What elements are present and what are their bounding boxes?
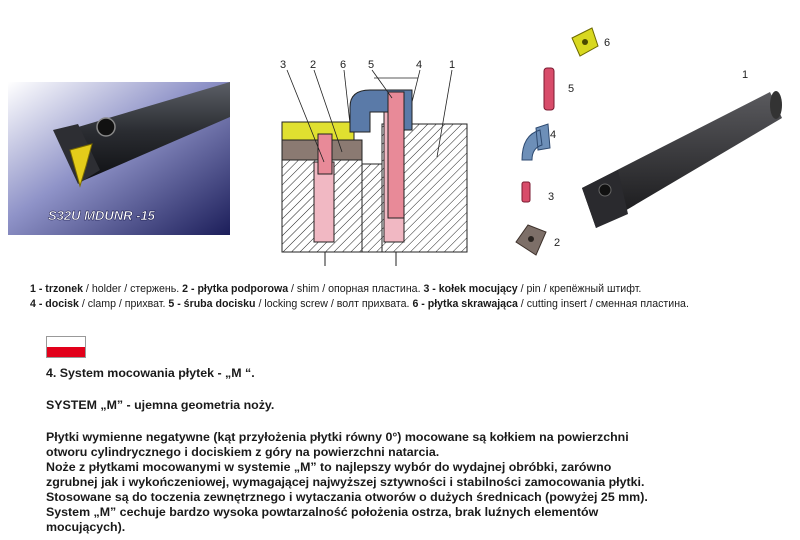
polish-flag-icon [46, 336, 86, 358]
diagram-label-5: 5 [368, 59, 375, 71]
caption-2-term: 2 - płytka podporowa [182, 283, 289, 295]
caption-3-term: 3 - kołek mocujący [423, 283, 518, 295]
caption-4-term: 4 - docisk [30, 298, 79, 310]
diagram-label-1: 1 [449, 59, 456, 71]
section-subheading [46, 398, 274, 414]
photo-model-label: S32U MDUNR -15 [48, 208, 155, 223]
caption-5-desc: / locking screw / волт прихвата. [255, 298, 413, 310]
cross-section-diagram [262, 52, 472, 270]
parts-label-5: 5 [568, 83, 575, 95]
parts-label-6: 6 [604, 37, 611, 49]
caption-1-term: 1 - trzonek [30, 283, 83, 295]
para2-line4: System „M” cechuje bardzo wysoka powtarzalność położenia ostrza, brak luźnych elementów [46, 505, 599, 519]
caption-2-desc: / shim / опорная пластина. [288, 283, 424, 295]
clamp-icon [522, 124, 550, 160]
para2-line5: mocujących). [46, 520, 126, 534]
parts-label-3: 3 [548, 191, 555, 203]
caption-4-desc: / clamp / прихват. [78, 298, 169, 310]
para2-line2: zgrubnej jak i wykończeniowej, wymagającej najwyższej sztywności i stabilności zamocowania płytki. [46, 475, 645, 489]
caption-6-term: 6 - płytka skrawająca [412, 298, 518, 310]
subheading-text: SYSTEM „M” - ujemna geometria noży. [46, 398, 275, 412]
tool-holder-photo [8, 82, 230, 235]
diagram-label-2: 2 [310, 59, 317, 71]
caption-3-desc: / pin / крепёжный штифт. [517, 283, 642, 295]
para1-line1: Płytki wymienne negatywne (kąt przyłożenia płytki równy 0°) mocowane są kołkiem na powierzchni [46, 430, 629, 444]
section-heading: 4. System mocowania płytek - „M “. [46, 366, 255, 380]
diagram-label-6: 6 [340, 59, 347, 71]
caption-line-2 [30, 298, 689, 310]
para2-line3: Stosowane są do toczenia zewnętrznego i wytaczania otworów o dużych średnicach (powyżej 25 mm). [46, 490, 648, 504]
caption-1-desc: / holder / стержень. [82, 283, 183, 295]
para2-line1: Noże z płytkami mocowanymi w systemie „M” to najlepszy wybór do wydajnej obróbki, zarówno [46, 460, 612, 474]
locking-screw-icon [544, 68, 554, 110]
para1-line2: otworu cylindrycznego i dociskiem z góry na powierzchni natarcia. [46, 445, 440, 459]
diagram-label-4: 4 [416, 59, 423, 71]
diagram-label-3: 3 [280, 59, 287, 71]
parts-label-2: 2 [554, 237, 561, 249]
caption-line-1 [30, 283, 641, 295]
caption-6-desc: / cutting insert / сменная пластина. [517, 298, 689, 310]
exploded-parts-view [500, 20, 800, 270]
pin-icon [522, 182, 530, 202]
parts-label-4: 4 [550, 129, 557, 141]
caption-5-term: 5 - śruba docisku [168, 298, 256, 310]
parts-label-1: 1 [742, 69, 749, 81]
